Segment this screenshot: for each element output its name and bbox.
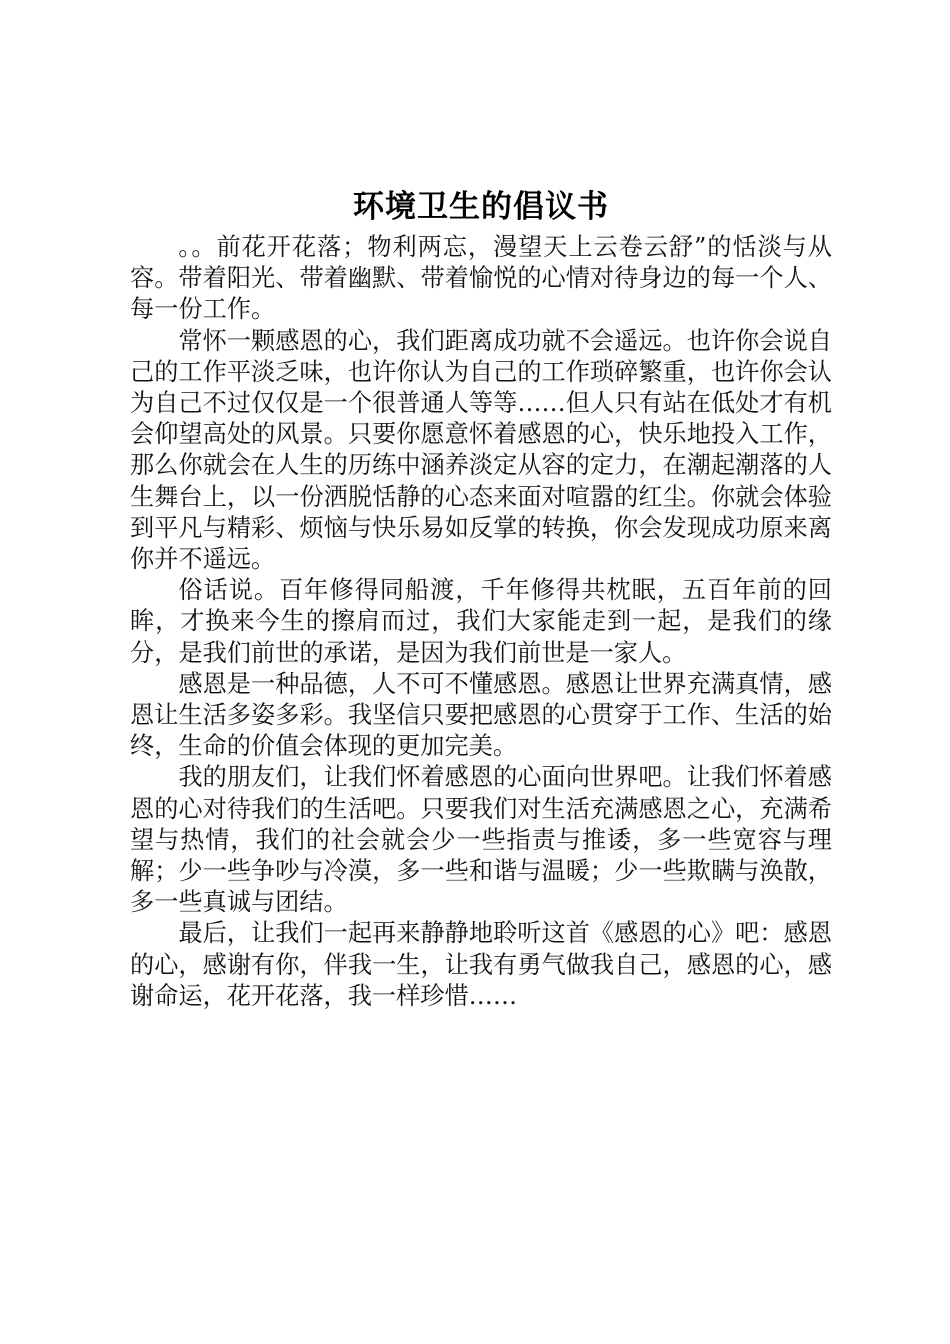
document-title: 环境卫生的倡议书 [353, 189, 609, 225]
paragraph-6: 最后，让我们一起再来静静地聆听这首《感恩的心》吧：感恩的心，感谢有你，伴我一生，让我有勇气做我自己，感恩的心，感谢命运，花开花落，我一样珍惜…… [130, 919, 832, 1010]
paragraph-5: 我的朋友们，让我们怀着感恩的心面向世界吧。让我们怀着感恩的心对待我们的生活吧。只要我们对生活充满感恩之心，充满希望与热情，我们的社会就会少一些指责与推诿，多一些宽容与理解；少一些争吵与冷漠，多一些和谐与温暖；少一些欺瞒与涣散，多一些真诚与团结。 [130, 763, 832, 917]
paragraph-1: 。。前花开花落；物利两忘，漫望天上云卷云舒”的恬淡与从容。带着阳光、带着幽默、带着愉悦的心情对待身边的每一个人、每一份工作。 [130, 233, 832, 324]
document-page [130, 186, 832, 1012]
paragraph-2: 常怀一颗感恩的心，我们距离成功就不会遥远。也许你会说自己的工作平淡乏味，也许你认为自己的工作琐碎繁重，也许你会认为自己不过仅仅是一个很普通人等等……但人只有站在低处才有机会仰望高处的风景。只要你愿意怀着感恩的心，快乐地投入工作，那么你就会在人生的历练中涵养淡定从容的定力，在潮起潮落的人生舞台上，以一份洒脱恬静的心态来面对喧嚣的红尘。你就会体验到平凡与精彩、烦恼与快乐易如反掌的转换，你会发现成功原来离你并不遥远。 [130, 326, 832, 574]
paragraph-3: 俗话说。百年修得同船渡，千年修得共枕眠，五百年前的回眸，才换来今生的擦肩而过，我们大家能走到一起，是我们的缘分，是我们前世的承诺，是因为我们前世是一家人。 [130, 576, 832, 667]
paragraph-4: 感恩是一种品德，人不可不懂感恩。感恩让世界充满真情，感恩让生活多姿多彩。我坚信只要把感恩的心贯穿于工作、生活的始终，生命的价值会体现的更加完美。 [130, 669, 832, 761]
